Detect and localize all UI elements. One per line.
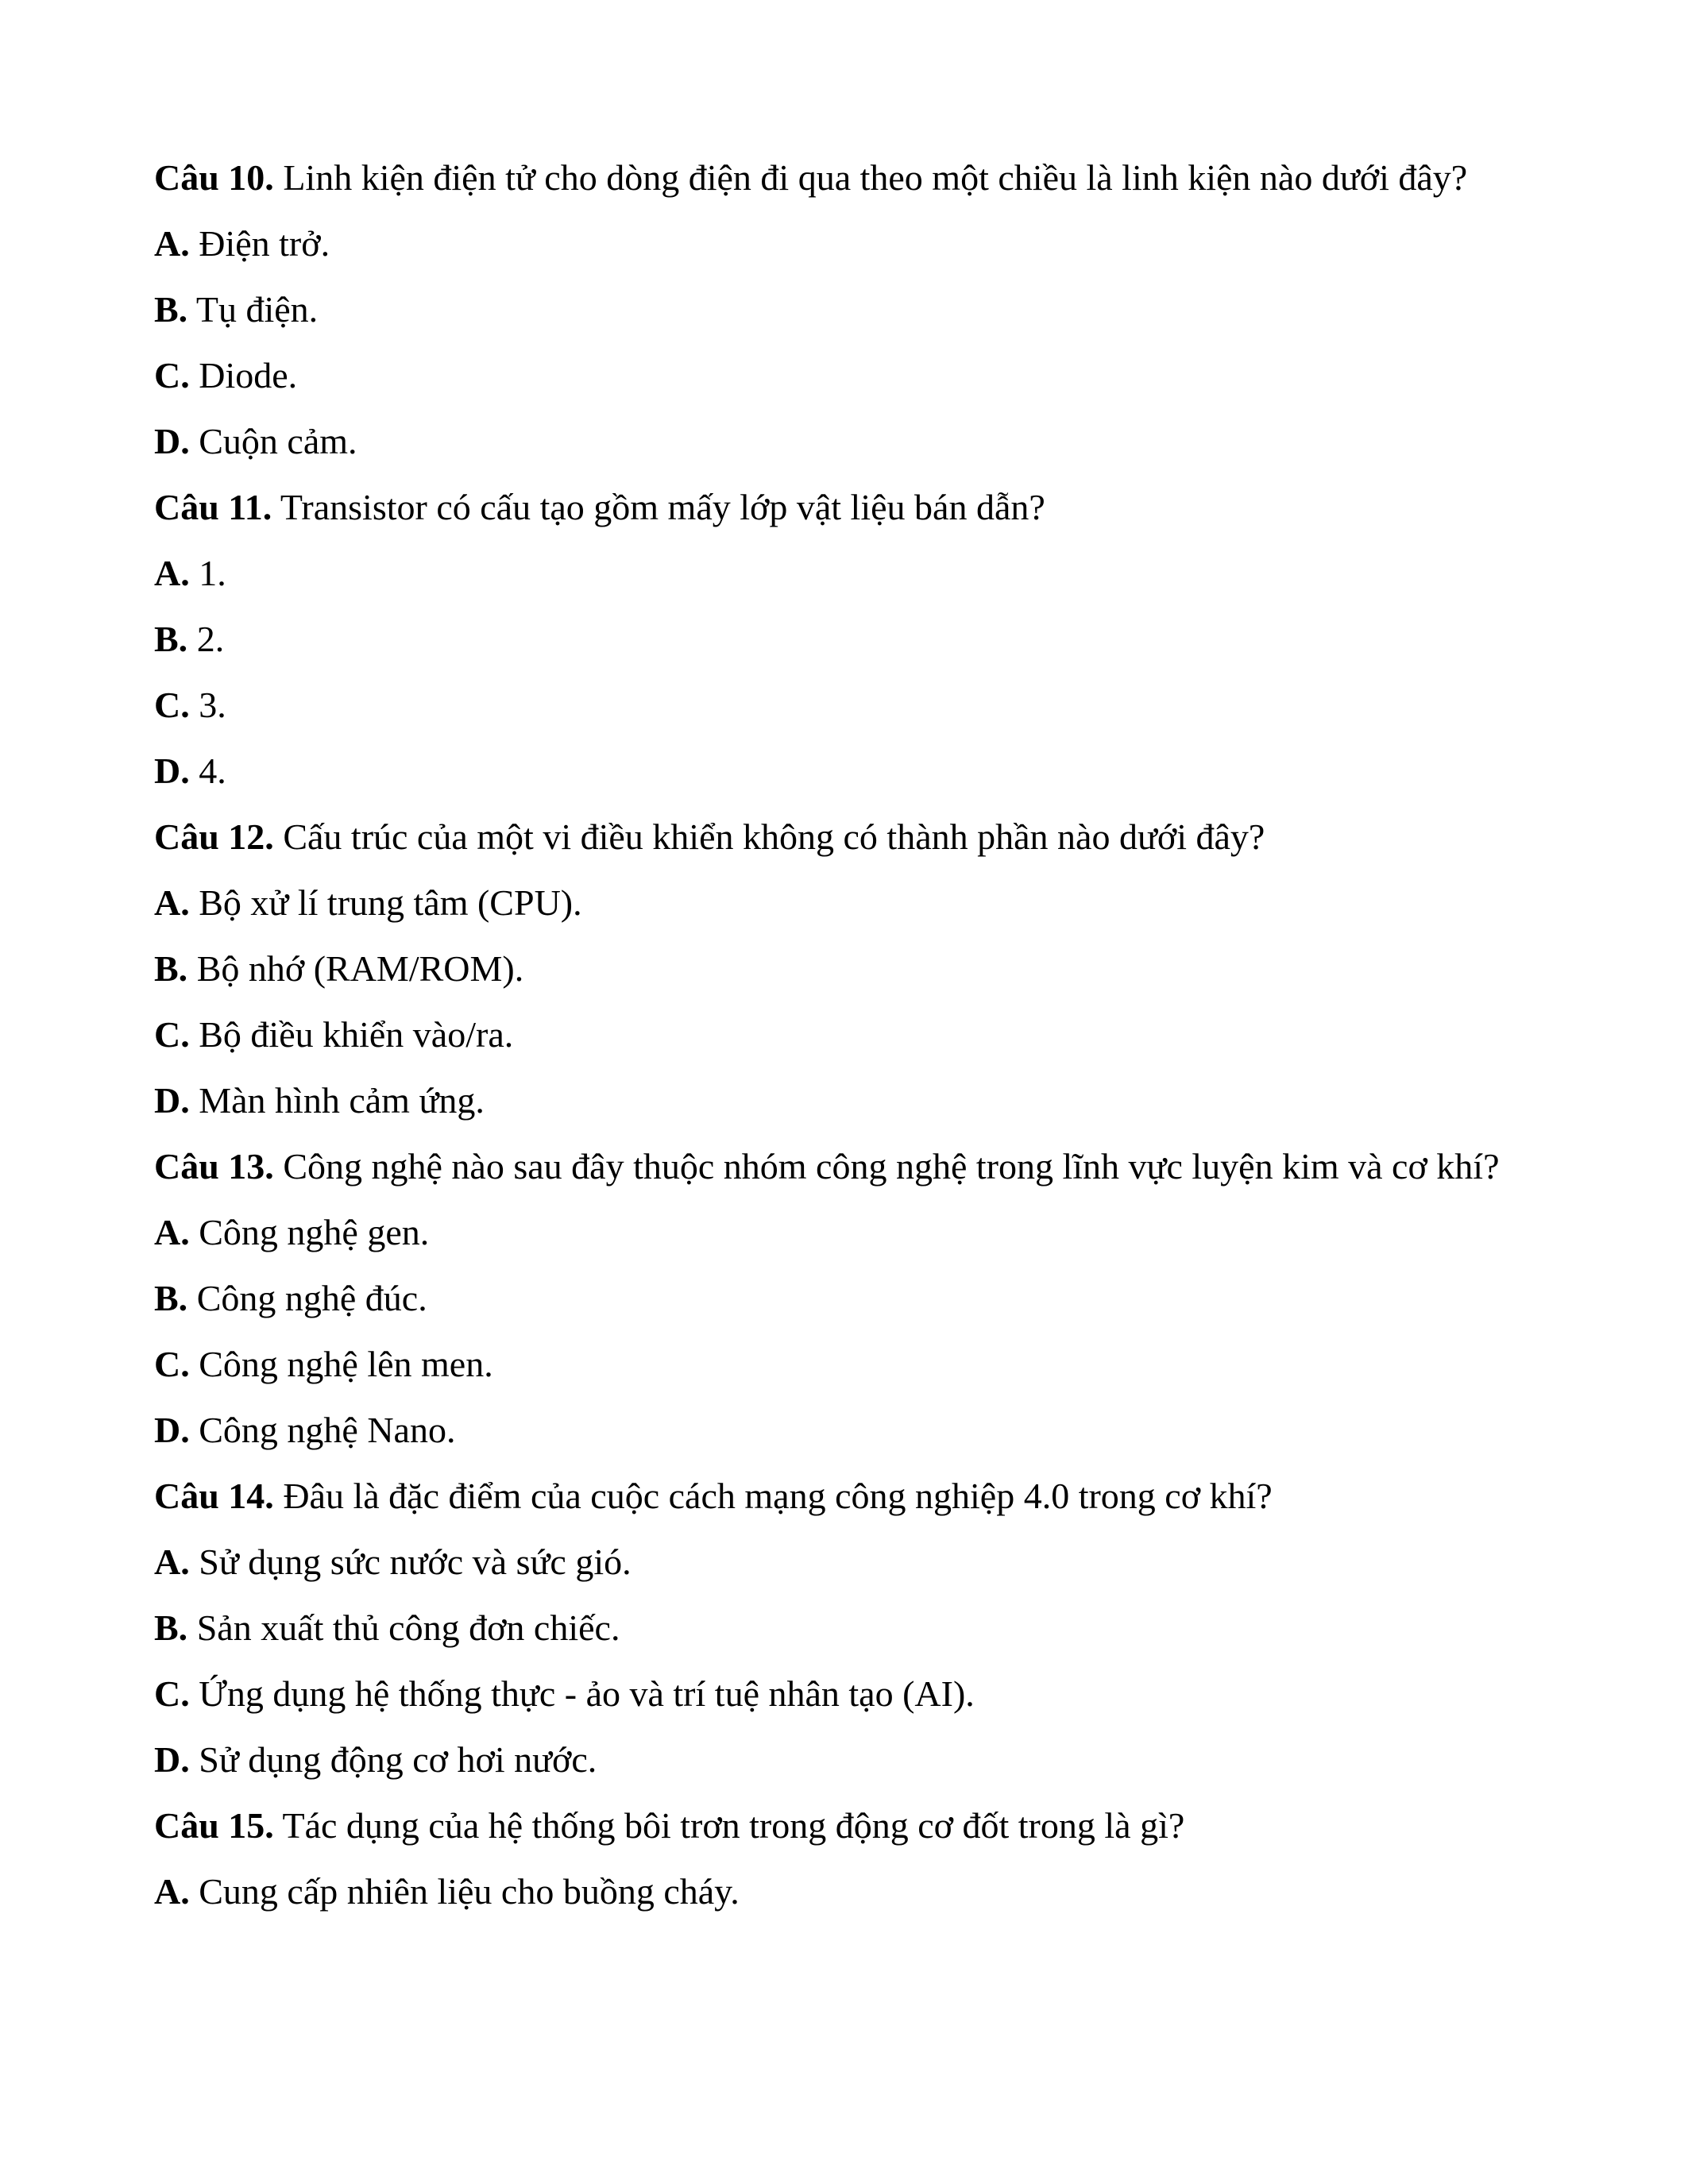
- option-text: Diode.: [189, 355, 298, 396]
- option-text: Cung cấp nhiên liệu cho buồng cháy.: [189, 1871, 740, 1912]
- question-number: Câu 14.: [154, 1476, 274, 1516]
- option-label: D.: [154, 1080, 190, 1121]
- option-text: 2.: [187, 619, 225, 659]
- option-text: Sản xuất thủ công đơn chiếc.: [187, 1607, 620, 1648]
- option-label: C.: [154, 685, 190, 725]
- answer-option: [154, 936, 1538, 1001]
- answer-option: [154, 738, 1538, 804]
- option-label: C.: [154, 1344, 190, 1384]
- answer-option: [154, 1199, 1538, 1265]
- option-text: Màn hình cảm ứng.: [189, 1080, 485, 1121]
- answer-option: [154, 342, 1538, 408]
- answer-option: [154, 672, 1538, 738]
- answer-option: [154, 1661, 1538, 1727]
- question-number: Câu 11.: [154, 487, 272, 527]
- option-label: C.: [154, 1014, 190, 1055]
- question-number: Câu 13.: [154, 1146, 274, 1187]
- answer-option: [154, 1727, 1538, 1792]
- answer-option: [154, 1529, 1538, 1595]
- option-text: Bộ xử lí trung tâm (CPU).: [189, 882, 582, 923]
- option-label: B.: [154, 1607, 188, 1648]
- option-label: D.: [154, 751, 190, 791]
- option-label: B.: [154, 289, 188, 330]
- question-text: Tác dụng của hệ thống bôi trơn trong động cơ đốt trong là gì?: [273, 1805, 1185, 1846]
- option-text: Bộ nhớ (RAM/ROM).: [187, 948, 524, 989]
- question-number: Câu 15.: [154, 1805, 274, 1846]
- option-label: A.: [154, 553, 190, 593]
- option-label: A.: [154, 223, 190, 264]
- answer-option: [154, 606, 1538, 672]
- question-number: Câu 12.: [154, 816, 274, 857]
- answer-option: [154, 1331, 1538, 1397]
- option-label: A.: [154, 882, 190, 923]
- option-label: A.: [154, 1542, 190, 1582]
- option-label: A.: [154, 1212, 190, 1252]
- question-number: Câu 10.: [154, 157, 274, 198]
- question: [154, 474, 1538, 540]
- answer-option: [154, 540, 1538, 606]
- answer-option: [154, 408, 1538, 474]
- option-label: B.: [154, 619, 188, 659]
- option-text: Công nghệ Nano.: [189, 1410, 456, 1450]
- option-text: Tụ điện.: [187, 289, 319, 330]
- answer-option: [154, 1265, 1538, 1331]
- question: [154, 1463, 1538, 1529]
- option-text: Điện trở.: [189, 223, 330, 264]
- option-text: Bộ điều khiển vào/ra.: [189, 1014, 514, 1055]
- question: [154, 145, 1538, 210]
- answer-option: [154, 870, 1538, 936]
- question-text: Đâu là đặc điểm của cuộc cách mạng công nghiệp 4.0 trong cơ khí?: [273, 1476, 1273, 1516]
- answer-option: [154, 1858, 1538, 1924]
- answer-option: [154, 1001, 1538, 1067]
- option-text: Sử dụng sức nước và sức gió.: [189, 1542, 632, 1582]
- option-text: Sử dụng động cơ hơi nước.: [189, 1739, 597, 1780]
- option-label: B.: [154, 948, 188, 989]
- answer-option: [154, 210, 1538, 276]
- question-text: Công nghệ nào sau đây thuộc nhóm công nghệ trong lĩnh vực luyện kim và cơ khí?: [273, 1146, 1500, 1187]
- question-text: Transistor có cấu tạo gồm mấy lớp vật liệu bán dẫn?: [272, 487, 1045, 527]
- option-text: 1.: [189, 553, 226, 593]
- question-text: Cấu trúc của một vi điều khiển không có thành phần nào dưới đây?: [273, 816, 1265, 857]
- option-text: 4.: [189, 751, 226, 791]
- answer-option: [154, 1067, 1538, 1133]
- question-text: Linh kiện điện tử cho dòng điện đi qua theo một chiều là linh kiện nào dưới đây?: [273, 157, 1468, 198]
- option-text: Công nghệ lên men.: [189, 1344, 493, 1384]
- answer-option: [154, 1397, 1538, 1463]
- question: [154, 1133, 1538, 1199]
- option-label: B.: [154, 1278, 188, 1318]
- option-text: 3.: [189, 685, 226, 725]
- question: [154, 804, 1538, 870]
- option-label: C.: [154, 1673, 190, 1714]
- option-label: D.: [154, 1410, 190, 1450]
- option-text: Công nghệ gen.: [189, 1212, 430, 1252]
- option-label: C.: [154, 355, 190, 396]
- option-text: Công nghệ đúc.: [187, 1278, 427, 1318]
- option-text: Cuộn cảm.: [189, 421, 357, 461]
- answer-option: [154, 1595, 1538, 1661]
- option-label: D.: [154, 421, 190, 461]
- option-label: D.: [154, 1739, 190, 1780]
- document-page: [154, 145, 1538, 1924]
- option-text: Ứng dụng hệ thống thực - ảo và trí tuệ nhân tạo (AI).: [189, 1673, 975, 1714]
- option-label: A.: [154, 1871, 190, 1912]
- question: [154, 1792, 1538, 1858]
- answer-option: [154, 276, 1538, 342]
